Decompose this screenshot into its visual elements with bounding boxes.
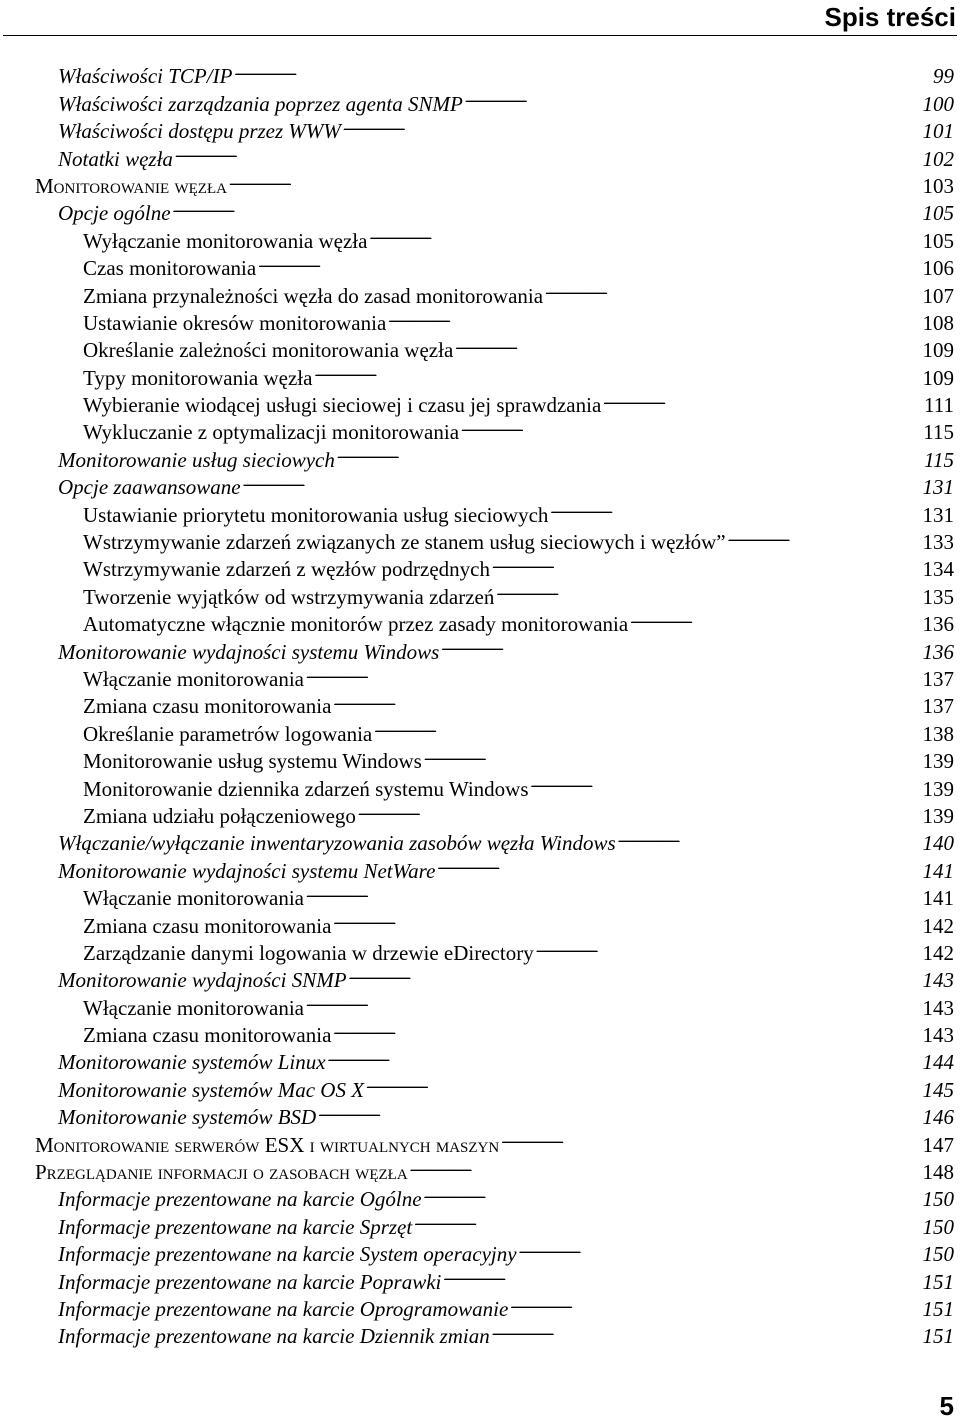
toc-entry-title: Włączanie monitorowania	[83, 886, 304, 911]
toc-entry-page-number: 143	[922, 1023, 954, 1048]
toc-entry-title: Właściwości dostępu przez WWW	[58, 119, 341, 144]
toc-entry-title: Informacje prezentowane na karcie System operacyjny	[58, 1242, 517, 1267]
toc-entry-page-number: 139	[922, 776, 954, 801]
dot-leader	[545, 275, 920, 302]
dot-leader	[374, 713, 920, 740]
toc-entry-title: Monitorowanie systemów Linux	[58, 1050, 326, 1075]
dot-leader	[388, 303, 920, 330]
toc-entry-page-number: 106	[922, 256, 954, 281]
toc-entry-page-number: 133	[922, 530, 954, 555]
toc-entry-title: Wybieranie wiodącej usługi sieciowej i czasu jej sprawdzania	[83, 393, 602, 418]
toc-entry-page-number: 137	[922, 694, 954, 719]
toc-entry-title: Zmiana udziału połączeniowego	[83, 803, 356, 828]
toc-entry-title: Monitorowanie systemów BSD	[58, 1105, 317, 1130]
toc-entry-page-number: 135	[922, 584, 954, 609]
table-of-contents	[0, 56, 960, 1349]
dot-leader	[531, 768, 921, 795]
toc-entry-title: Wstrzymywanie zdarzeń z węzłów podrzędnych	[83, 557, 490, 582]
dot-leader	[437, 850, 920, 877]
toc-entry-title: Włączanie monitorowania	[83, 666, 304, 691]
toc-entry-page-number: 150	[922, 1187, 954, 1212]
page-header	[0, 0, 960, 36]
dot-leader	[630, 604, 920, 631]
dot-leader	[455, 330, 920, 357]
dot-leader	[410, 1152, 921, 1179]
toc-entry-page-number: 151	[922, 1324, 954, 1349]
toc-entry-page-number: 105	[922, 228, 954, 253]
toc-entry-title: Włączanie monitorowania	[83, 995, 304, 1020]
toc-entry-title: Opcje ogólne	[58, 201, 171, 226]
toc-entry-title: Monitorowanie dziennika zdarzeń systemu Windows	[83, 776, 529, 801]
page-number: 5	[939, 1391, 954, 1421]
toc-entry-title: Informacje prezentowane na karcie Dziennik zmian	[58, 1324, 490, 1349]
toc-entry[interactable]	[0, 56, 960, 89]
toc-entry-title: Określanie parametrów logowania	[83, 721, 373, 746]
dot-leader	[258, 248, 920, 275]
toc-entry-page-number: 109	[922, 365, 954, 390]
toc-entry-title: Zarządzanie danymi logowania w drzewie eDirectory	[83, 940, 534, 965]
dot-leader	[536, 933, 921, 960]
toc-entry-title: Automatyczne włącznie monitorów przez zasady monitorowania	[83, 612, 629, 637]
toc-entry-page-number: 131	[922, 502, 954, 527]
dot-leader	[496, 576, 920, 603]
toc-entry-page-number: 108	[922, 310, 954, 335]
dot-leader	[358, 796, 921, 823]
toc-entry-title: Informacje prezentowane na karcie Sprzęt	[58, 1214, 413, 1239]
dot-leader	[443, 1261, 920, 1288]
toc-entry-page-number: 148	[922, 1160, 954, 1185]
dot-leader	[492, 549, 921, 576]
toc-entry-page-number: 150	[922, 1214, 954, 1239]
dot-leader	[550, 494, 920, 521]
header-divider	[3, 35, 957, 36]
toc-entry-title: Zmiana przynależności węzła do zasad monitorowania	[83, 283, 544, 308]
toc-entry-title: Notatki węzła	[58, 146, 173, 171]
dot-leader	[441, 631, 920, 658]
dot-leader	[328, 1042, 921, 1069]
toc-entry-page-number: 105	[922, 201, 954, 226]
dot-leader	[501, 1124, 920, 1151]
toc-entry-page-number: 147	[922, 1132, 954, 1157]
toc-entry-page-number: 141	[922, 858, 954, 883]
toc-entry-title: Monitorowanie usług systemu Windows	[83, 749, 422, 774]
toc-entry-title: Ustawianie okresów monitorowania	[83, 310, 387, 335]
toc-entry-title: Monitorowanie systemów Mac OS X	[58, 1077, 365, 1102]
toc-entry-page-number: 140	[922, 831, 954, 856]
dot-leader	[306, 987, 921, 1014]
toc-entry-page-number: 136	[922, 639, 954, 664]
dot-leader	[333, 686, 920, 713]
dot-leader	[369, 220, 920, 247]
toc-entry-page-number: 139	[922, 803, 954, 828]
dot-leader	[519, 1234, 921, 1261]
dot-leader	[366, 1069, 920, 1096]
toc-entry-page-number: 143	[922, 995, 954, 1020]
dot-leader	[728, 522, 921, 549]
toc-entry-page-number: 136	[922, 612, 954, 637]
toc-entry-page-number: 111	[924, 393, 954, 418]
toc-entry-title: Monitorowanie serwerów ESX i wirtualnych maszyn	[35, 1132, 500, 1157]
toc-entry-page-number: 139	[922, 749, 954, 774]
dot-leader	[492, 1316, 921, 1343]
toc-entry-title: Właściwości TCP/IP	[58, 64, 233, 89]
toc-entry-title: Monitorowanie wydajności SNMP	[58, 968, 347, 993]
dot-leader	[465, 83, 921, 110]
toc-entry-page-number: 134	[922, 557, 954, 582]
dot-leader	[337, 439, 922, 466]
toc-entry-page-number: 99	[933, 64, 954, 89]
dot-leader	[243, 467, 921, 494]
toc-entry-page-number: 107	[922, 283, 954, 308]
toc-entry-title: Właściwości zarządzania poprzez agenta SNMP	[58, 91, 463, 116]
dot-leader	[234, 56, 931, 83]
page-title: Spis treści	[824, 2, 956, 32]
toc-entry-page-number: 150	[922, 1242, 954, 1267]
dot-leader	[414, 1206, 920, 1233]
toc-entry-page-number: 146	[922, 1105, 954, 1130]
toc-entry-page-number: 151	[922, 1269, 954, 1294]
toc-entry-title: Włączanie/wyłączanie inwentaryzowania zasobów węzła Windows	[58, 831, 616, 856]
toc-entry-page-number: 137	[922, 666, 954, 691]
toc-entry-title: Zmiana czasu monitorowania	[83, 1023, 332, 1048]
toc-entry-page-number: 144	[922, 1050, 954, 1075]
toc-entry-title: Opcje zaawansowane	[58, 475, 241, 500]
toc-entry-page-number: 103	[922, 173, 954, 198]
dot-leader	[318, 1097, 920, 1124]
toc-entry-title: Przeglądanie informacji o zasobach węzła	[35, 1160, 408, 1185]
dot-leader	[306, 878, 921, 905]
dot-leader	[510, 1289, 920, 1316]
dot-leader	[461, 412, 921, 439]
dot-leader	[618, 823, 921, 850]
dot-leader	[229, 166, 921, 193]
toc-entry-title: Wstrzymywanie zdarzeń związanych ze stanem usług sieciowych i węzłów”	[83, 530, 726, 555]
toc-entry-title: Typy monitorowania węzła	[83, 365, 313, 390]
toc-entry-page-number: 101	[922, 119, 954, 144]
dot-leader	[343, 111, 921, 138]
toc-entry-title: Monitorowanie węzła	[35, 173, 227, 198]
dot-leader	[333, 1015, 920, 1042]
toc-entry-title: Zmiana czasu monitorowania	[83, 913, 332, 938]
dot-leader	[175, 138, 921, 165]
dot-leader	[314, 357, 920, 384]
dot-leader	[424, 1179, 921, 1206]
toc-entry-title: Wyłączanie monitorowania węzła	[83, 228, 368, 253]
dot-leader	[603, 385, 922, 412]
toc-entry-page-number: 115	[924, 447, 954, 472]
toc-entry-page-number: 145	[922, 1077, 954, 1102]
toc-entry-page-number: 151	[922, 1296, 954, 1321]
toc-entry-page-number: 141	[922, 886, 954, 911]
dot-leader	[424, 741, 921, 768]
dot-leader	[173, 193, 921, 220]
toc-entry-title: Ustawianie priorytetu monitorowania usług sieciowych	[83, 502, 549, 527]
toc-entry-page-number: 109	[922, 338, 954, 363]
toc-entry-title: Monitorowanie usług sieciowych	[58, 447, 335, 472]
toc-entry-title: Monitorowanie wydajności systemu Windows	[58, 639, 440, 664]
dot-leader	[349, 960, 921, 987]
dot-leader	[333, 905, 920, 932]
toc-entry-title: Informacje prezentowane na karcie Oprogramowanie	[58, 1296, 509, 1321]
toc-entry-title: Informacje prezentowane na karcie Poprawki	[58, 1269, 442, 1294]
toc-entry-title: Informacje prezentowane na karcie Ogólne	[58, 1187, 422, 1212]
dot-leader	[306, 659, 921, 686]
toc-entry-page-number: 142	[922, 940, 954, 965]
toc-entry-title: Czas monitorowania	[83, 256, 257, 281]
toc-entry-page-number: 131	[922, 475, 954, 500]
toc-entry-title: Określanie zależności monitorowania węzła	[83, 338, 454, 363]
toc-entry-title: Monitorowanie wydajności systemu NetWare	[58, 858, 436, 883]
toc-entry-page-number: 102	[922, 146, 954, 171]
toc-entry-title: Tworzenie wyjątków od wstrzymywania zdarzeń	[83, 584, 495, 609]
toc-entry-page-number: 142	[922, 913, 954, 938]
toc-entry-page-number: 138	[922, 721, 954, 746]
toc-entry-title: Wykluczanie z optymalizacji monitorowania	[83, 420, 460, 445]
toc-entry-title: Zmiana czasu monitorowania	[83, 694, 332, 719]
toc-entry-page-number: 143	[922, 968, 954, 993]
toc-entry-page-number: 100	[922, 91, 954, 116]
toc-entry-page-number: 115	[923, 420, 954, 445]
